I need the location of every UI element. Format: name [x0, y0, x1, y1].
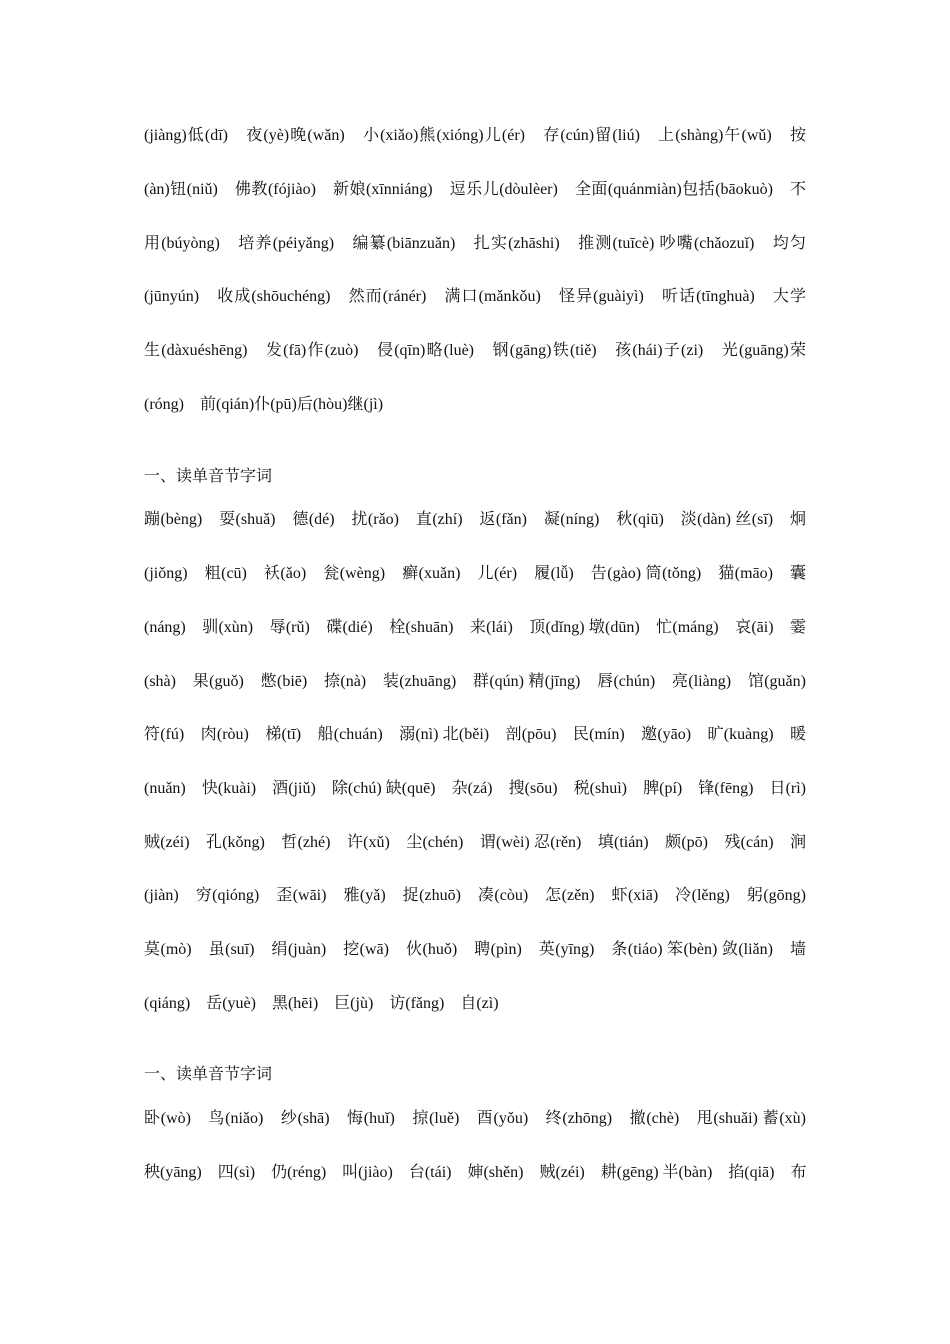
text-line: (nuǎn) 快(kuài) 酒(jiǔ) 除(chú) 缺(quē) 杂(zá) 搜(sōu) 税(shuì) 脾(pí) 锋(fēng) 日(rì) — [144, 780, 806, 797]
text-line: 莫(mò) 虽(suī) 绢(juàn) 挖(wā) 伙(huǒ) 聘(pìn) 英(yīng) 条(tiáo) 笨(bèn) 敛(liǎn) 墙 — [144, 941, 806, 958]
section-heading: 一、读单音节字词 — [144, 1066, 273, 1083]
text-line: (náng) 驯(xùn) 辱(rǔ) 碟(dié) 栓(shuān) 来(lái) 顶(dǐng) 墩(dūn) 忙(máng) 哀(āi) 霎 — [144, 619, 806, 636]
text-line: (róng) 前(qián)仆(pū)后(hòu)继(jì) — [144, 396, 384, 413]
text-line: (jiàng)低(dī) 夜(yè)晚(wǎn) 小(xiǎo)熊(xióng)儿(ér) 存(cún)留(liú) 上(shàng)午(wǔ) 按 — [144, 127, 806, 144]
text-line: (jiàn) 穷(qióng) 歪(wāi) 雅(yǎ) 捉(zhuō) 凑(còu) 怎(zěn) 虾(xiā) 冷(lěng) 躬(gōng) — [144, 887, 806, 904]
text-line: 生(dàxuéshēng) 发(fā)作(zuò) 侵(qīn)略(luè) 钢(gāng)铁(tiě) 孩(hái)子(zi) 光(guāng)荣 — [144, 342, 806, 359]
text-line: (qiáng) 岳(yuè) 黑(hēi) 巨(jù) 访(fǎng) 自(zì) — [144, 995, 499, 1012]
section-heading: 一、读单音节字词 — [144, 468, 273, 485]
text-line: 符(fú) 肉(ròu) 梯(tī) 船(chuán) 溺(nì) 北(běi) 剖(pōu) 民(mín) 邀(yāo) 旷(kuàng) 暖 — [144, 726, 806, 743]
text-line: (shà) 果(guǒ) 憋(biē) 捺(nà) 装(zhuāng) 群(qún) 精(jīng) 唇(chún) 亮(liàng) 馆(guǎn) — [144, 673, 806, 690]
text-line: 贼(zéi) 孔(kǒng) 哲(zhé) 许(xǔ) 尘(chén) 谓(wèi) 忍(rěn) 填(tián) 颇(pō) 残(cán) 涧 — [144, 834, 806, 851]
text-line: (àn)钮(niǔ) 佛教(fójiào) 新娘(xīnniáng) 逗乐儿(dòulèer) 全面(quánmiàn)包括(bāokuò) 不 — [144, 181, 806, 198]
text-line: 秧(yāng) 四(sì) 仍(réng) 叫(jiào) 台(tái) 婶(shěn) 贼(zéi) 耕(gēng) 半(bàn) 掐(qiā) 布 — [144, 1164, 807, 1181]
text-line: (jiǒng) 粗(cū) 袄(ǎo) 瓮(wèng) 癣(xuǎn) 儿(ér) 履(lǚ) 告(gào) 筒(tǒng) 猫(māo) 囊 — [144, 565, 806, 582]
text-line: 蹦(bèng) 耍(shuǎ) 德(dé) 扰(rǎo) 直(zhí) 返(fǎn) 凝(níng) 秋(qiū) 淡(dàn) 丝(sī) 炯 — [144, 511, 806, 528]
text-line: 用(búyòng) 培养(péiyǎng) 编纂(biānzuǎn) 扎实(zhāshi) 推测(tuīcè) 吵嘴(chǎozuǐ) 均匀 — [144, 235, 806, 252]
text-line: 卧(wò) 鸟(niǎo) 纱(shā) 悔(huǐ) 掠(luě) 酉(yǒu) 终(zhōng) 撤(chè) 甩(shuǎi) 蓄(xù) — [144, 1110, 806, 1127]
text-line: (jūnyún) 收成(shōuchéng) 然而(ránér) 满口(mǎnkǒu) 怪异(guàiyì) 听话(tīnghuà) 大学 — [144, 288, 806, 305]
